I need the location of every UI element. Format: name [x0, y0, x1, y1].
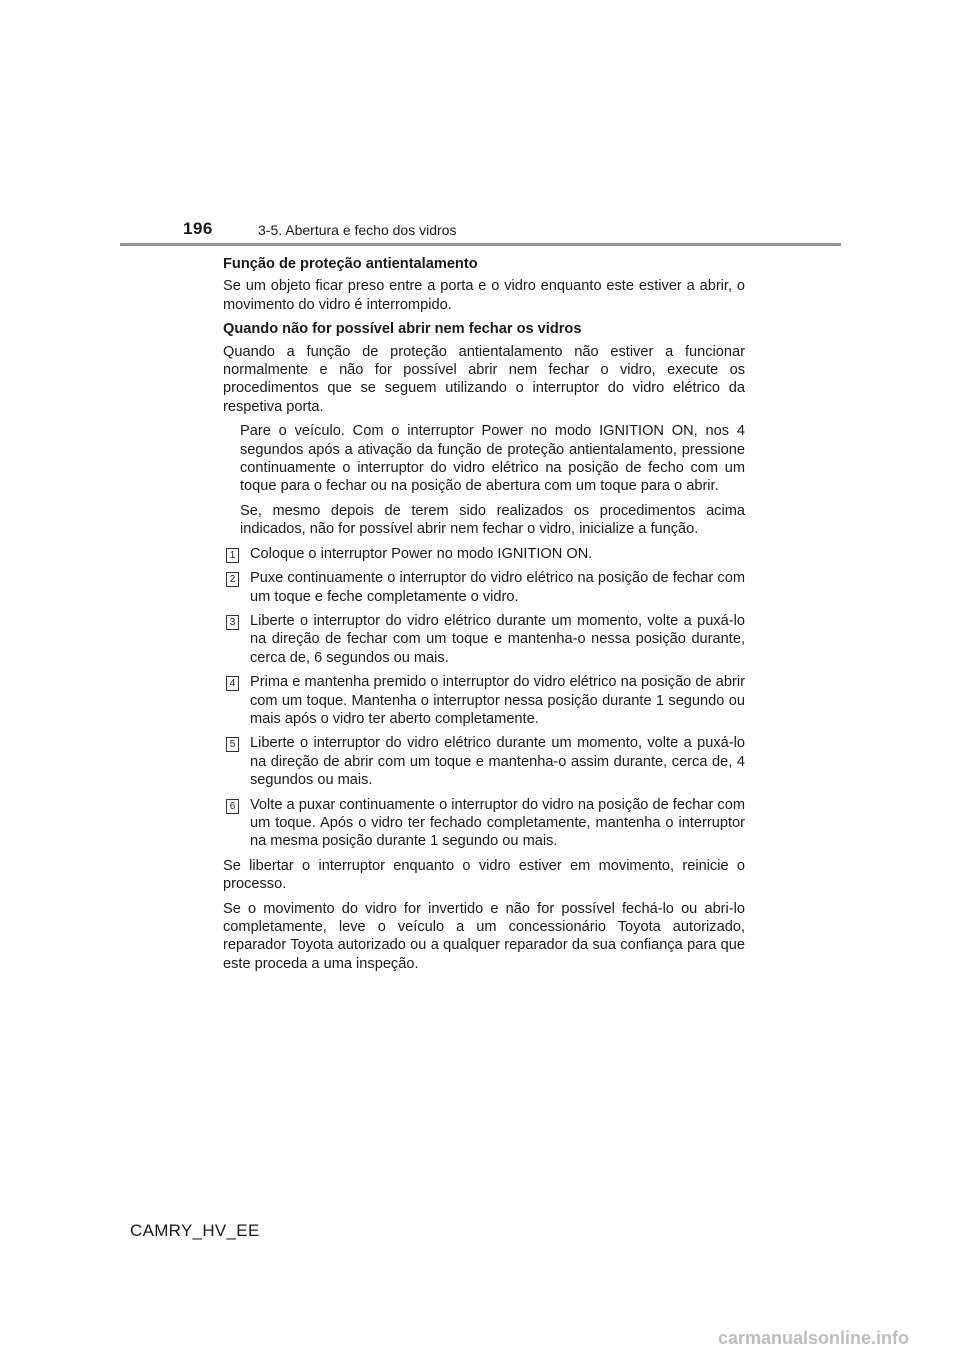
- step-number-badge: 5: [226, 737, 239, 752]
- step-number-badge: 2: [226, 572, 239, 587]
- step-text: Liberte o interruptor do vidro elétrico durante um momento, volte a puxá-lo na direção de abrir com um toque e mantenha-o assim durante, cerca de, 4 segundos ou mais.: [250, 735, 745, 789]
- step-number-badge: 4: [226, 676, 239, 691]
- model-code: CAMRY_HV_EE: [130, 1221, 260, 1240]
- paragraph-anti-pinch: Se um objeto ficar preso entre a porta e o vidro enquanto este estiver a abrir, o movimento do vidro é interrompido.: [223, 278, 745, 313]
- step-number-badge: 3: [226, 615, 239, 630]
- paragraph-dealer-inspection: Se o movimento do vidro for invertido e não for possível fechá-lo ou abri-lo completamente, leve o veículo a um concessionário Toyota autorizado, reparador Toyota autorizado ou a qualquer reparador da sua confiança para que este proceda a uma inspeção.: [223, 900, 745, 972]
- paragraph-cannot-open-close: Quando a função de proteção antientalamento não estiver a funcionar normalmente e não for possível abrir nem fechar o vidro, execute os procedimentos que se seguem utilizando o interruptor do vidro elétrico da respetiva porta.: [223, 343, 745, 415]
- page-number: 196: [183, 219, 213, 238]
- header-rule: [120, 243, 841, 246]
- indented-paragraph-stop-vehicle: Pare o veículo. Com o interruptor Power no modo IGNITION ON, nos 4 segundos após a ativação da função de proteção antientalamento, pressione continuamente o interruptor do vidro elétrico na posição de fecho com um toque para o fechar ou na posição de abertura com um toque para o abrir.: [240, 423, 745, 495]
- step-number-badge: 1: [226, 548, 239, 563]
- heading-cannot-open-close: Quando não for possível abrir nem fechar os vidros: [223, 321, 582, 338]
- section-title: 3-5. Abertura e fecho dos vidros: [258, 222, 457, 238]
- heading-anti-pinch: Função de proteção antientalamento: [223, 256, 478, 272]
- step-item: [223, 796, 745, 851]
- step-item: [223, 734, 745, 789]
- step-item: [223, 612, 745, 667]
- step-text: Prima e mantenha premido o interruptor do vidro elétrico na posição de abrir com um toque. Mantenha o interruptor nessa posição durante 1 segundo ou mais após o vidro ter aberto completamente.: [250, 674, 745, 727]
- step-item: [223, 569, 745, 606]
- watermark: carmanualsonline.info: [718, 1328, 910, 1348]
- step-item: [223, 545, 745, 563]
- page-content: [223, 255, 745, 979]
- step-text: Volte a puxar continuamente o interruptor do vidro na posição de fechar com um toque. Após o vidro ter fechado completamente, mantenha o interruptor na mesma posição durante 1 segundo ou mais.: [250, 796, 745, 850]
- indented-paragraph-initialize: Se, mesmo depois de terem sido realizados os procedimentos acima indicados, não for possível abrir nem fechar o vidro, inicialize a função.: [240, 502, 745, 538]
- step-text: Puxe continuamente o interruptor do vidro elétrico na posição de fechar com um toque e feche completamente o vidro.: [250, 570, 745, 605]
- step-item: [223, 673, 745, 728]
- step-number-badge: 6: [226, 799, 239, 814]
- step-text: Liberte o interruptor do vidro elétrico durante um momento, volte a puxá-lo na direção de fechar com um toque e mantenha-o nessa posição durante, cerca de, 6 segundos ou mais.: [250, 612, 745, 666]
- step-text: Coloque o interruptor Power no modo IGNITION ON.: [250, 545, 593, 562]
- paragraph-restart-process: Se libertar o interruptor enquanto o vidro estiver em movimento, reinicie o processo.: [223, 857, 745, 893]
- procedure-steps: [223, 545, 745, 851]
